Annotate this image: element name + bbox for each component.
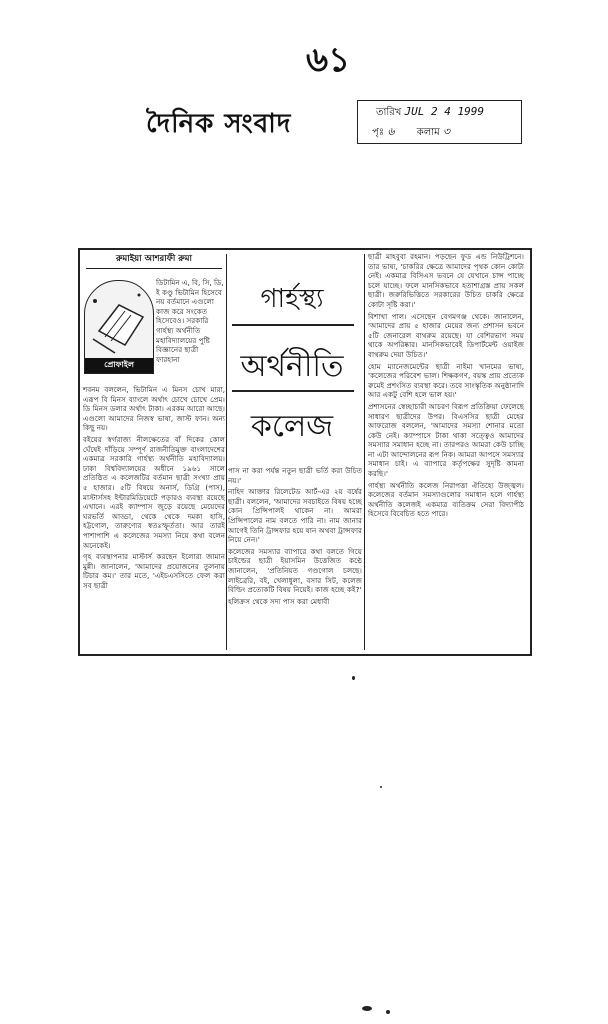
headline-line-2: অর্থনীতি (240, 349, 344, 384)
column-2 (228, 466, 362, 608)
col1-intro: ডিটামিন এ, বি, সি, ডি, ই কণ্ডু ভিটামিন হিসেবে নয় বর্তমানে এগুলো কাজ করে সংকেত হিসেবেও। সরকারি গার্হস্থ্য অর্থনীতি মহাবিদ্যালয়ের পুষ্টি বিজ্ঞানের ছাত্রী ফারহানা (156, 278, 224, 364)
column-3 (368, 252, 524, 521)
paragraph: পাস না করা পর্যন্ত নতুন ছাত্রী ভর্তি করা উচিত নয়।' (228, 466, 362, 485)
paragraph: হলিক্রস থেকে সদ্য পাস করা মেধাবী (228, 596, 330, 606)
scan-speck (380, 786, 382, 788)
book-icon (85, 281, 153, 361)
newspaper-clipping (78, 248, 532, 656)
paragraph: ছাত্রী মাহবুবা রহমান। পড়ছেন ফুড এন্ড নিউট্রিশনে। তার ভাষ্য, 'চাকরির ক্ষেত্রে আমাদের পৃথক কোন কোটা নেই। একমাত্র বিসিএস ভবনে যে যেখানে চান্স পাচ্ছে চলে যাচ্ছে। ফলে মানসিকভাবে হতাশাগ্রস্ত প্রায় সকল ছাত্রী। জরুরিভিত্তিতে সরকারের উচিত চাকরি ক্ষেত্রে কোটা সৃষ্টি করা।' (368, 252, 524, 309)
date-label: তারিখ (376, 107, 402, 118)
page-label: পৃঃ (372, 127, 385, 138)
column-label: কলাম (416, 127, 440, 138)
column-divider (226, 254, 227, 650)
paragraph: হোম ম্যানেজমেন্টের ছাত্রী নাইমা খানমের ভাষ্য, 'কলেজের পরিবেশ ভাল। শিক্ষকগণ, বয়স্ক প্রায় প্রত্যেক রুমেই প্রশংসিত ব্যবস্থা করে। তবে সাংস্কৃতিক অনুষ্ঠানাদি আর একটু বেশি হলে ভাল হয়।' (368, 361, 524, 400)
paragraph: কলেজের সমস্যার ব্যাপারে কথা বলতে গিয়ে চাইল্ডের ছাত্রী ইয়াসমিন উত্তেজিত কণ্ঠে জানালেন, 'প্রতিনিয়ত গণ্ডগোল চলছে। লাইব্রেরি, বই, খেলাধুলা, বসার সিট, কলেজ বিল্ডিং প্রত্যেকটি বিষয় নিয়েই। কাজ হচ্ছে কই?' (228, 546, 362, 595)
headline-rule (232, 324, 354, 326)
paragraph: বইয়ের স্বর্গরাজ্য নীলক্ষেতের বাঁ দিকের কোল ঘেঁষেই দাঁড়িয়ে সম্পূর্ণ রাজনীতিমুক্ত বাংলাদেশের একমাত্র সরকারি গার্হস্থ্য অর্থনীতি মহাবিদ্যালয়। ঢাকা বিশ্ববিদ্যালয়ের অধীনে ১৯৬১ সালে প্রতিষ্ঠিত এ কলেজটির বর্তমান ছাত্রী সংখ্যা প্রায় ৫ হাজার। ৫টি বিষয়ে অনার্স, ডিগ্রি (পাস), মাস্টার্সসহ ইন্টারমিডিয়েটে পড়ারও ব্যবস্থা রয়েছে এখানে। এরই ক্যাম্পাস জুড়ে রয়েছে মেয়েদের ঘরভর্তি আড্ডা, থেকে থেকে দমকা হাসি, হট্টগোল, তারুণ্যের স্বতঃস্ফূর্ততা। আর তারই পাশাপাশি এ কলেজের সমস্যা নিয়ে কথা বলেন অনেকেই। (83, 434, 225, 550)
paragraph: শবনম বললেন, ভিটামিন এ মিনস চোখ মারা, এরূপ বি মিনস ব্যাংলে অর্থাৎ চোখে চোখে প্রেম। ডি মিনস ডলার অর্থাৎ টাকা। এরকম আরো আছে। এগুলো আমাদের নিজস্ব ভাষা, জাস্ট ফান। অন্য কিছু নয়। (83, 385, 225, 433)
scan-speck (352, 676, 355, 680)
column-divider (364, 254, 365, 650)
page-number: ৬১ (306, 40, 351, 80)
paragraph: বিশাখা পাল। এসেছেন বেগমগঞ্জ থেকে। জানালেন, 'আমাদের প্রায় ৫ হাজার মেয়ের জন্য প্রশাসন ভবনে ৫টি জেনারেল বাথরুম রয়েছে। যা বেশিরভাগ সময় থাকে অপরিষ্কার। মানসিকভাবেই ডিপার্টমেন্ট ওয়াইজ বাথরুম দেয়া উচিত।' (368, 311, 524, 359)
date-stamp (357, 100, 522, 144)
headline-line-3: কলেজ (250, 409, 334, 444)
article-byline: রুমাইয়া আশরাফী রুমা (86, 252, 222, 269)
paragraph: গার্হস্থ্য অর্থনীতি কলেজ নিরাপত্তা ঐতিহ্যে উজ্জ্বল। কলেজের বর্তমান সমস্যাগুলোর সমাধান হলে গার্হস্থ্য অর্থনীতি কলেজই একমাত্র ব্যতিক্রম সেরা বিদ্যাপীঠ হিসেবে বিবেচিত হতে পারে। (368, 480, 524, 519)
column-1 (83, 385, 225, 592)
date-value: JUL 2 4 1999 (404, 105, 485, 118)
page-value: ৬ (387, 125, 395, 138)
column-value: ৩ (442, 125, 450, 138)
headline-rule (232, 390, 354, 392)
scan-speck (362, 1006, 372, 1011)
newspaper-masthead: দৈনিক সংবাদ (146, 109, 292, 139)
paragraph: নাহিদ আক্তার রিলেটেড আর্ট-এর ২য় বর্ষের ছাত্রী। বললেন, 'আমাদের সবচাইতে বিষয় হচ্ছে কোন প্রিন্সিপালই থাকেন না। আমরা প্রিন্সিপালের নাম বলতে পারি না। নাম জানার আগেই তিনি ট্রান্সফার হয়ে যান অথবা ট্রান্সফার নিয়ে নেন।' (228, 487, 362, 545)
photo-caption: প্রোফাইল (85, 358, 153, 373)
headline-line-1: গার্হস্থ্য (260, 284, 324, 314)
paragraph: গৃহ ব্যবস্থাপনার মাস্টার্স করছেন ইলোরা জামান মুন্নী। জানালেন, 'আমাদের প্রয়োজনের তুলনায় টিচার কম।' তার মতে, 'এইচএসসিতে ফেল করা সব ছাত্রী (83, 552, 225, 590)
scan-speck (386, 1010, 390, 1014)
profile-photo (84, 280, 154, 374)
paragraph: প্রশাসনের স্বেচ্ছাচারী আচরণ বিরূপ প্রতিক্রিয়া ফেলেছে সাধারণ ছাত্রীদের উপর। বিএসসির ছাত্রী মেহের আফরোজ বললেন, 'আমাদের সমস্যা শোনার মতো কেউ নেই। ক্যাম্পাসে টাকা থাকা সত্ত্বেও আমাদের সমস্যার সমাধান হচ্ছে না। তারপরও আমরা কেউ চাচ্ছি না এটা আন্দোলনের রূপ নিক। আমরা আপসে সমস্যার সমাধান চাই। এ ব্যাপারে কর্তৃপক্ষের সুদৃষ্টি কামনা করছি।' (368, 401, 524, 479)
